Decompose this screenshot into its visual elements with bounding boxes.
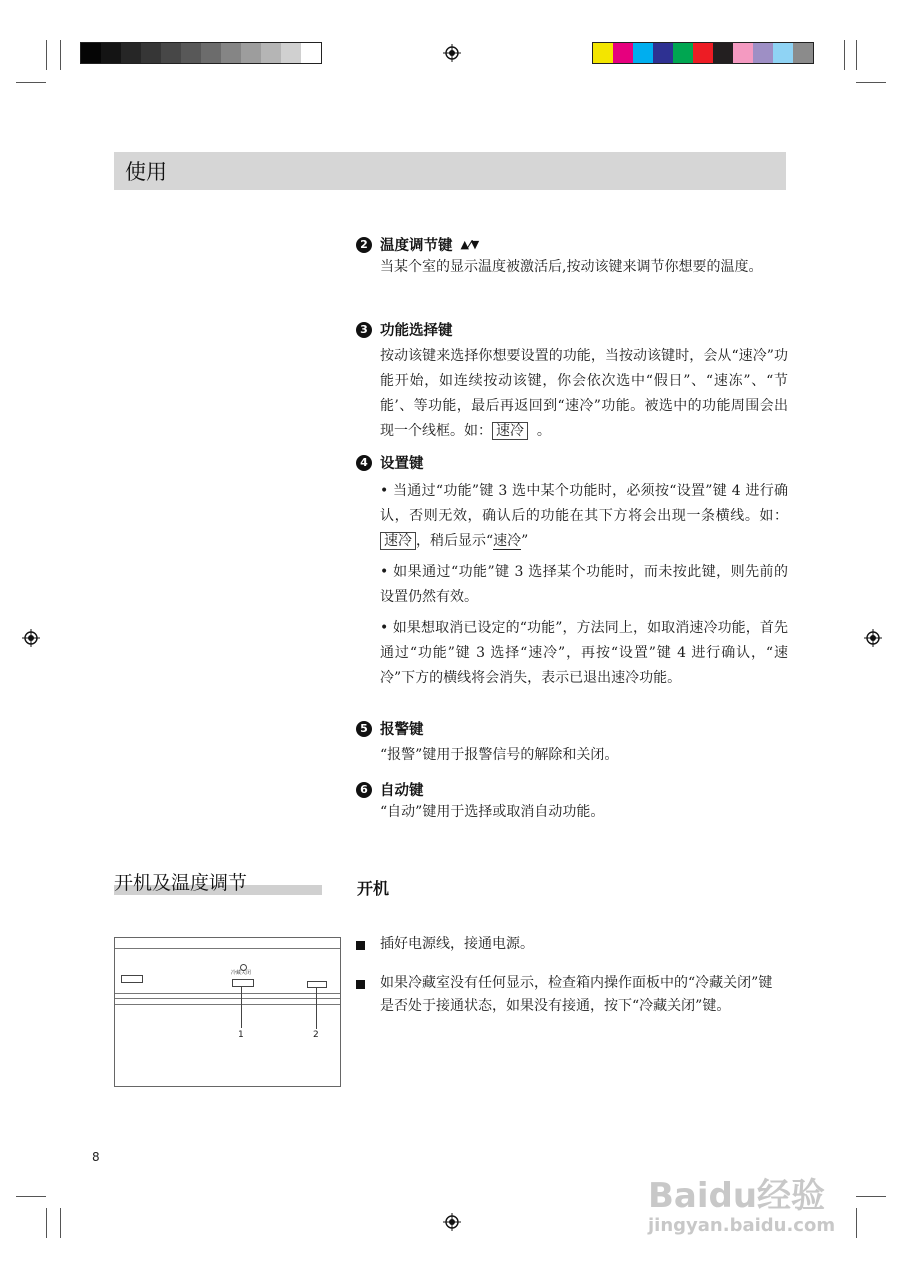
color-swatch — [693, 43, 713, 63]
callout-line — [316, 987, 317, 1029]
item-number-badge: 4 — [356, 455, 372, 471]
item-title: 设置键 — [380, 456, 424, 472]
color-swatch — [101, 43, 121, 63]
control-panel-illustration — [114, 937, 341, 1087]
panel-display-indicator — [121, 975, 143, 983]
boxed-function-example: 速冷 — [380, 532, 416, 550]
baidu-watermark — [648, 1168, 835, 1236]
item-auto-key — [356, 779, 788, 825]
lower-section-title: 开机及温度调节 — [114, 872, 248, 894]
crop-mark — [16, 82, 46, 83]
crop-mark — [46, 1208, 47, 1238]
color-swatch — [141, 43, 161, 63]
item-function-key — [356, 319, 788, 444]
crop-mark — [844, 40, 845, 70]
item-paragraph: “报警”键用于报警信号的解除和关闭。 — [380, 747, 619, 763]
color-swatch — [653, 43, 673, 63]
crop-mark — [856, 82, 886, 83]
crop-mark — [856, 1196, 886, 1197]
item-alarm-key — [356, 718, 788, 768]
color-swatch — [613, 43, 633, 63]
power-on-heading: 开机 — [357, 879, 390, 898]
registration-mark-icon — [443, 44, 461, 62]
item-set-key — [356, 452, 788, 691]
item-title: 功能选择键 — [380, 323, 453, 339]
callout-number: 1 — [238, 1030, 244, 1040]
item-temperature-key — [356, 234, 788, 280]
item-number-badge: 6 — [356, 782, 372, 798]
color-swatch — [221, 43, 241, 63]
crop-mark — [60, 1208, 61, 1238]
color-swatch — [81, 43, 101, 63]
watermark-url: jingyan.baidu.com — [648, 1215, 836, 1236]
bullet-paragraph — [380, 479, 788, 554]
square-bullet-icon — [356, 941, 365, 950]
bullet-paragraph: • 如果想取消已设定的“功能”，方法同上，如取消速冷功能，首先通过“功能”键 3 选择“速冷”，再按“设置”键 4 进行确认，“速冷”下方的横线将会消失，表示已退出速冷功能。 — [380, 620, 788, 686]
boxed-function-example: 速冷 — [492, 422, 528, 440]
registration-mark-icon — [443, 1213, 461, 1231]
color-swatch — [201, 43, 221, 63]
color-swatch — [793, 43, 813, 63]
crop-mark — [16, 1196, 46, 1197]
callout-number: 2 — [313, 1030, 319, 1040]
crop-mark — [856, 1208, 857, 1238]
paragraph-text: • 当通过“功能”键 3 选中某个功能时，必须按“设置”键 4 进行确认，否则无效，确认后的功能在其下方将会出现一条横线。如： — [380, 483, 788, 524]
item-paragraph: 当某个室的显示温度被激活后,按动该键来调节你想要的温度。 — [380, 259, 763, 275]
color-swatch — [161, 43, 181, 63]
registration-mark-icon — [22, 629, 40, 647]
color-swatch — [713, 43, 733, 63]
step-text: 插好电源线，接通电源。 — [380, 936, 534, 952]
crop-mark — [856, 40, 857, 70]
item-number-badge: 3 — [356, 322, 372, 338]
panel-key-label: 冷藏关闭 — [231, 970, 252, 976]
gray-color-bar — [80, 42, 322, 64]
color-swatch — [181, 43, 201, 63]
panel-key-2 — [307, 981, 327, 988]
panel-key-1 — [232, 979, 254, 987]
paragraph-text: 按动该键来选择你想要设置的功能，当按动该键时，会从“速冷”功能开始，如连续按动该键，你会依次选中“假日”、“速冻”、“节能’、等功能，最后再返回到“速冷”功能。被选中的功能周围会出现一个线框。如： — [380, 348, 788, 439]
color-swatch — [261, 43, 281, 63]
paragraph-text: ，稍后显示“ — [416, 533, 494, 549]
underlined-function-example: 速冷 — [493, 533, 522, 549]
section-title: 使用 — [125, 160, 167, 184]
color-swatch — [773, 43, 793, 63]
section-header-band — [114, 152, 786, 190]
item-paragraph: “自动”键用于选择或取消自动功能。 — [380, 804, 605, 820]
bullet-paragraph: • 如果通过“功能”键 3 选择某个功能时，而未按此键，则先前的设置仍然有效。 — [380, 564, 788, 605]
item-title: 自动键 — [380, 783, 424, 799]
crop-mark — [60, 40, 61, 70]
color-swatch — [241, 43, 261, 63]
crop-mark — [46, 40, 47, 70]
item-number-badge: 2 — [356, 237, 372, 253]
color-swatch — [753, 43, 773, 63]
item-title: 温度调节键 — [380, 238, 453, 254]
item-paragraph — [380, 344, 788, 444]
item-title: 报警键 — [380, 722, 424, 738]
color-swatch — [633, 43, 653, 63]
color-swatch — [301, 43, 321, 63]
paragraph-text: 。 — [536, 423, 551, 439]
item-number-badge: 5 — [356, 721, 372, 737]
color-swatch — [121, 43, 141, 63]
watermark-brand: Baidu经验 — [648, 1176, 826, 1216]
color-swatch — [673, 43, 693, 63]
callout-line — [241, 986, 242, 1028]
paragraph-text: ” — [521, 533, 529, 549]
process-color-bar — [592, 42, 814, 64]
color-swatch — [281, 43, 301, 63]
color-swatch — [593, 43, 613, 63]
page-number: 8 — [92, 1150, 100, 1164]
step-item — [356, 972, 786, 1018]
square-bullet-icon — [356, 980, 365, 989]
step-text: 如果冷藏室没有任何显示，检查箱内操作面板中的“冷藏关闭”键是否处于接通状态，如果没有接通，按下“冷藏关闭”键。 — [380, 975, 773, 1014]
color-swatch — [733, 43, 753, 63]
registration-mark-icon — [864, 629, 882, 647]
step-item — [356, 933, 786, 956]
arrow-up-down-icon: ▲⁄▼ — [460, 238, 480, 251]
